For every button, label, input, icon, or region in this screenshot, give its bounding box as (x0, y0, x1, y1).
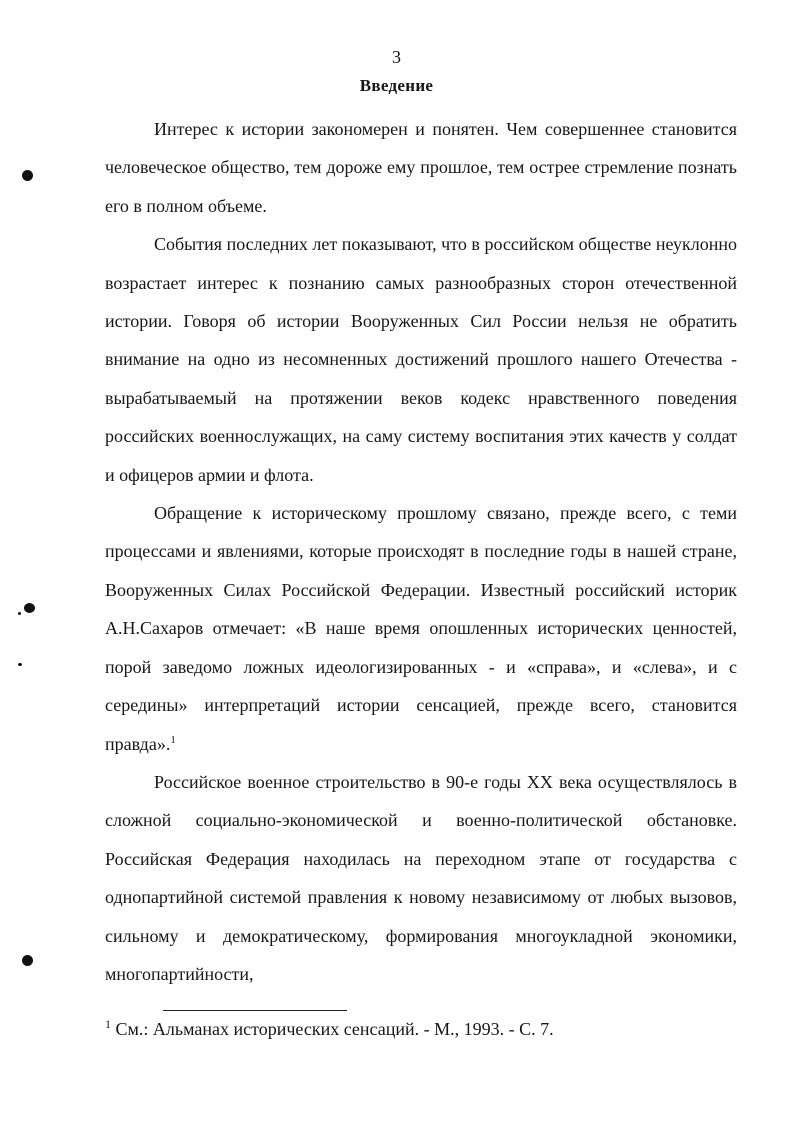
scan-speck (22, 955, 33, 966)
section-title: Введение (359, 76, 434, 95)
footnote-reference[interactable]: 1 (170, 733, 176, 746)
scan-speck (18, 612, 21, 615)
scan-speck (18, 663, 22, 666)
paragraph-3-text: Обращение к историческому прошлому связано, прежде всего, с теми процессами и явлениями, которые происходят в последние годы в нашей стране, Вооруженных Силах Российской Федерации. Известный российский историк А.Н.Сахаров отмечает: «В наше время опошленных исторических ценностей, порой заведомо ложных идеологизированных - и «справа», и «слева», и с середины» интерпретаций истории сенсацией, прежде всего, становится правда». (105, 503, 737, 754)
scan-speck (22, 170, 33, 181)
paragraph-2: События последних лет показывают, что в российском обществе неуклонно возрастает интерес к познанию самых разнообразных сторон отечественной истории. Говоря об истории Вооруженных Сил России нельзя не обратить внимание на одно из несомненных достижений прошлого нашего Отечества - вырабатываемый на протяжении веков кодекс нравственного поведения российских военнослужащих, на саму систему воспитания этих качеств у солдат и офицеров армии и флота. (105, 234, 737, 485)
footnote-divider (163, 1010, 347, 1011)
footnote-marker: 1 (105, 1017, 111, 1031)
page-number: 3 (392, 47, 401, 67)
scan-speck (24, 603, 35, 613)
paragraph-1: Интерес к истории закономерен и понятен. Чем совершеннее становится человеческое общество, тем дороже ему прошлое, тем острее стремление познать его в полном объеме. (105, 119, 737, 216)
paragraph-3 (105, 494, 737, 763)
footnote-text: См.: Альманах исторических сенсаций. - М., 1993. - С. 7. (111, 1019, 554, 1039)
footnote (105, 1019, 554, 1040)
paragraph-4: Российское военное строительство в 90-е годы XX века осуществлялось в сложной социально-экономической и военно-политической обстановке. Российская Федерация находилась на переходном этапе от государства с однопартийной системой правления к новому независимому от любых вызовов, сильному и демократическому, формирования многоукладной экономики, многопартийности, (105, 771, 737, 984)
body-text (105, 110, 737, 993)
